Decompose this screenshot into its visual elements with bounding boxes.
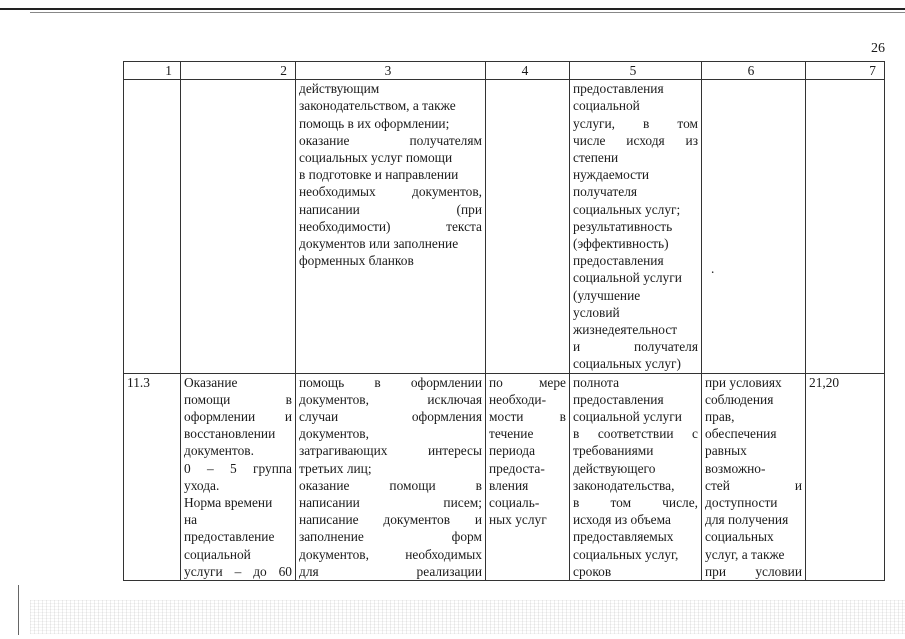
text-line: периода [489,443,536,459]
stray-mark: . [711,261,715,277]
text-line: помощи в [184,391,292,407]
text-line: оказание помощи в [299,477,482,493]
text-line: предоставления [573,253,664,269]
text-line: степени [573,150,619,166]
text-line: в том числе, [573,495,698,511]
text-line: прав, [705,409,735,425]
text-line: действующего [573,460,656,476]
text-line: предоставление [184,529,275,545]
text-line: услуги – до 60 [184,563,292,579]
text-line: документов или заполнение [299,236,459,252]
text-line: форменных бланков [299,253,414,269]
col-header-4: 4 [486,62,570,80]
text-line: написании писем; [299,495,482,511]
text-line: 0 – 5 группа [184,460,292,476]
cell-conditions [702,373,806,580]
text-line: случаи оформления [299,409,482,425]
cell-service-content [296,373,486,580]
cell-tariff: 21,20 [806,373,885,580]
text-line: документов, необходимых [299,546,482,562]
text-line: нуждаемости [573,167,650,183]
cell-empty-4 [486,80,570,373]
text-line: для получения [705,512,789,528]
text-line: получателя [573,184,638,200]
text-line: документов, [299,426,369,442]
col-header-5: 5 [570,62,702,80]
text-line: третьих лиц; [299,460,372,476]
text-line: восстановлении [184,426,276,442]
text-line: социальных услуг) [573,356,681,372]
text-line: услуги, в том [573,115,698,131]
col-header-7: 7 [806,62,885,80]
text-line: социаль- [489,495,540,511]
cell-service-name [181,373,296,580]
text-line: сроков [573,563,612,579]
text-line: доступности [705,495,778,511]
text-line: необходимости) текста [299,218,482,234]
text-line: на [184,512,198,528]
text-line: требованиями [573,443,654,459]
text-line: предоставляемых [573,529,674,545]
text-line: вления [489,477,529,493]
text-line: необходимых документов, [299,184,482,200]
text-line: законодательства, [573,477,675,493]
text-line: предоставления [573,81,664,97]
text-line: соблюдения [705,391,774,407]
cell-empty-7 [806,80,885,373]
text-line: помощь в их оформлении; [299,115,450,131]
text-line: социальных услуг, [573,546,679,562]
cell-quality-cont [570,80,702,373]
text-line: услуг, а также [705,546,785,562]
text-line: социальной услуги [573,270,682,286]
text-line: законодательством, а также [299,98,456,114]
text-line: в соответствии с [573,426,698,442]
column-number-row [124,62,885,80]
text-line: при условиях [705,374,782,390]
text-line: результативность [573,218,673,234]
text-line: возможно- [705,460,766,476]
cell-quality [570,373,702,580]
text-line: социальной [184,546,251,562]
text-line: течение [489,426,534,442]
text-line: затрагивающих интересы [299,443,482,459]
scan-top-border-thin [30,12,905,13]
col-header-1: 1 [124,62,181,80]
table-row-continuation [124,80,885,373]
text-line: стей и [705,477,802,493]
text-line: заполнение форм [299,529,482,545]
text-line: полнота [573,374,620,390]
text-line: условий [573,304,620,320]
text-line: при условии [705,563,802,579]
text-line: предоста- [489,460,545,476]
cell-empty-1 [124,80,181,373]
cell-conditions-cont [702,80,806,373]
text-line: Оказание [184,374,238,390]
text-line: социальных услуг помощи [299,150,453,166]
cell-frequency [486,373,570,580]
scan-noise-strip [30,600,905,634]
text-line: написании (при [299,201,482,217]
text-line: обеспечения [705,426,777,442]
table-row-11-3 [124,373,885,580]
col-header-6: 6 [702,62,806,80]
col-header-2: 2 [181,62,296,80]
text-line: мости в [489,409,566,425]
text-line: жизнедеятельност [573,322,678,338]
text-line: оказание получателям [299,132,482,148]
text-line: предоставления [573,391,664,407]
text-line: помощь в оформлении [299,374,482,390]
scan-left-edge [18,585,19,635]
text-line: и получателя [573,339,698,355]
text-line: действующим [299,81,380,97]
text-line: ных услуг [489,512,547,528]
text-line: числе исходя из [573,132,698,148]
cell-item-number: 11.3 [124,373,181,580]
text-line: по мере [489,374,566,390]
text-line: ухода. [184,477,220,493]
text-line: (эффективность) [573,236,669,252]
text-line: документов, исключая [299,391,482,407]
text-line: написание документов и [299,512,482,528]
text-line: оформлении и [184,409,292,425]
page-number: 26 [871,41,885,56]
text-line: социальных услуг; [573,201,681,217]
text-line: социальной [573,98,640,114]
text-line: социальных [705,529,774,545]
cell-service-content-cont [296,80,486,373]
text-line: исходя из объема [573,512,671,528]
services-table [123,61,885,581]
scan-top-border [0,8,905,10]
text-line: (улучшение [573,287,641,303]
text-line: в подготовке и направлении [299,167,459,183]
text-line: равных [705,443,747,459]
text-line: для реализации [299,563,482,579]
text-line: социальной услуги [573,409,682,425]
text-line: необходи- [489,391,547,407]
text-line: Норма времени [184,495,273,511]
col-header-3: 3 [296,62,486,80]
cell-empty-2 [181,80,296,373]
text-line: документов. [184,443,254,459]
